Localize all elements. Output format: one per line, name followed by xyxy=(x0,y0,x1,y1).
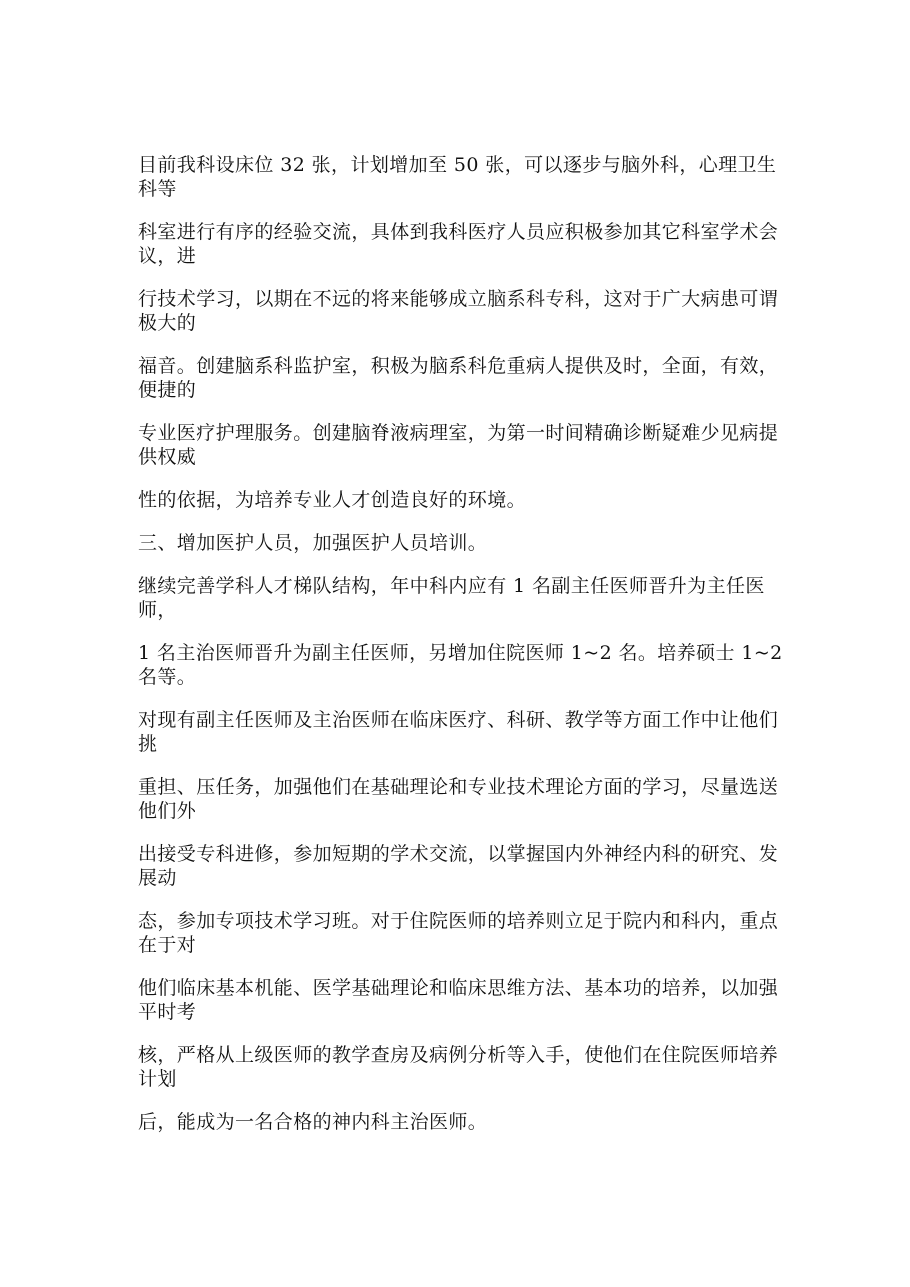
paragraph: 性的依据，为培养专业人才创造良好的环境。 xyxy=(138,489,527,511)
paragraph: 核，严格从上级医师的教学查房及病例分析等入手，使他们在住院医师培养计划 xyxy=(138,1044,779,1090)
document-body xyxy=(138,153,788,1153)
paragraph: 专业医疗护理服务。创建脑脊液病理室，为第一时间精确诊断疑难少见病提供权威 xyxy=(138,422,779,468)
paragraph: 科室进行有序的经验交流，具体到我科医疗人员应积极参加其它科室学术会议，进 xyxy=(138,221,779,267)
paragraph: 目前我科设床位 32 张，计划增加至 50 张，可以逐步与脑外科，心理卫生科等 xyxy=(138,154,777,200)
paragraph: 重担、压任务，加强他们在基础理论和专业技术理论方面的学习，尽量选送他们外 xyxy=(138,776,779,822)
paragraph: 行技术学习，以期在不远的将来能够成立脑系科专科，这对于广大病患可谓极大的 xyxy=(138,288,779,334)
paragraph: 后，能成为一名合格的神内科主治医师。 xyxy=(138,1111,488,1133)
paragraph: 对现有副主任医师及主治医师在临床医疗、科研、教学等方面工作中让他们挑 xyxy=(138,709,779,755)
paragraph: 继续完善学科人才梯队结构，年中科内应有 1 名副主任医师晋升为主任医师， xyxy=(138,575,765,621)
paragraph: 态，参加专项技术学习班。对于住院医师的培养则立足于院内和科内，重点在于对 xyxy=(138,910,779,956)
paragraph: 1 名主治医师晋升为副主任医师，另增加住院医师 1~2 名。培养硕士 1~2 名等。 xyxy=(138,642,783,688)
paragraph: 他们临床基本机能、医学基础理论和临床思维方法、基本功的培养，以加强平时考 xyxy=(138,977,779,1023)
section-heading: 三、增加医护人员，加强医护人员培训。 xyxy=(138,532,488,554)
paragraph: 福音。创建脑系科监护室，积极为脑系科危重病人提供及时，全面，有效，便捷的 xyxy=(138,355,779,401)
paragraph: 出接受专科进修，参加短期的学术交流，以掌握国内外神经内科的研究、发展动 xyxy=(138,843,779,889)
